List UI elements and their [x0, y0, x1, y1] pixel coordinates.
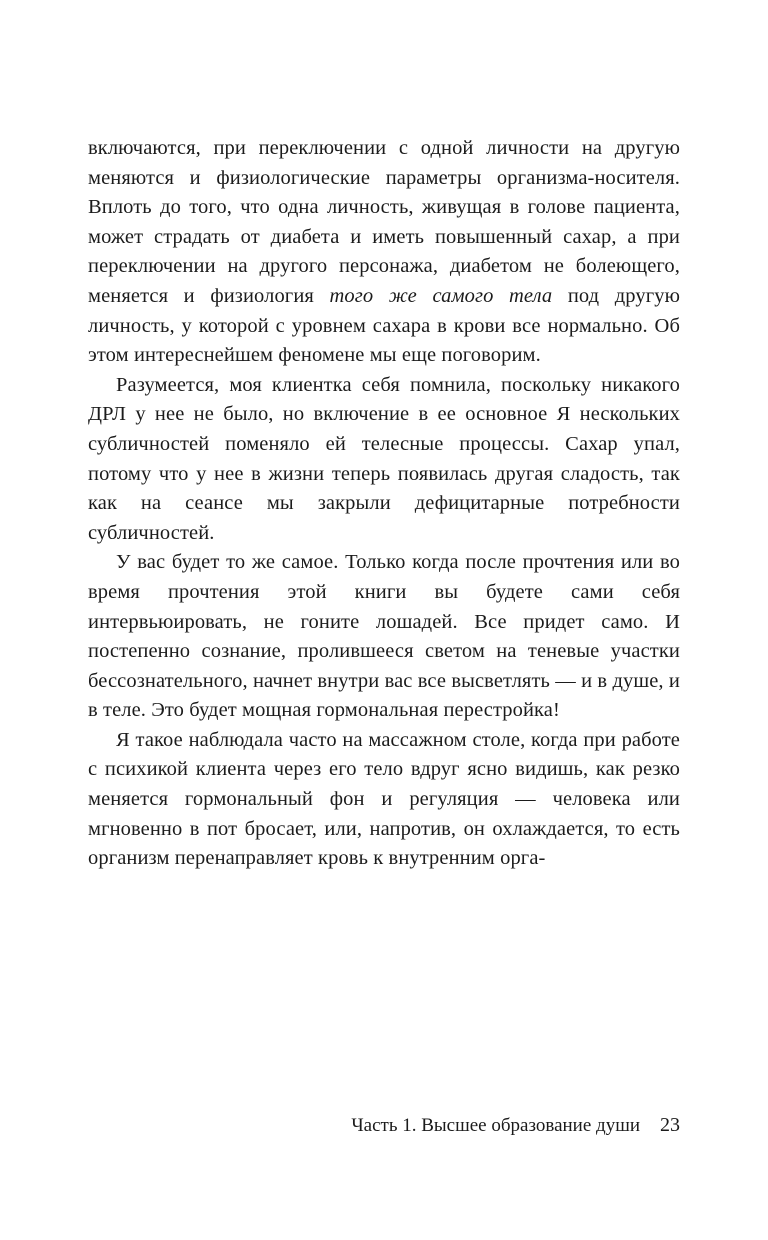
- paragraph: [88, 548, 680, 726]
- paragraph-text: Разумеется, моя клиентка себя помнила, поскольку никакого ДРЛ у нее не было, но включение в ее основное Я нескольких субличностей поменяло ей телесные процессы. Сахар упал, потому что у нее в жизни теперь появилась другая сладость, так как на сеансе мы закрыли дефицитарные потребности субличностей.: [88, 373, 680, 544]
- page-footer: [88, 1114, 680, 1137]
- page-number: 23: [660, 1114, 680, 1136]
- paragraph: [88, 726, 680, 874]
- paragraph-text: У вас будет то же самое. Только когда после прочтения или во время прочтения этой книги вы будете сами себя интервьюировать, не гоните лошадей. Все придет само. И постепенно сознание, пролившееся светом на теневые участки бессознательного, начнет внутри вас все высветлять — и в душе, и в теле. Это будет мощная гормональная перестройка!: [88, 551, 680, 722]
- paragraph-text: под другую личность, у которой с уровнем сахара в крови все нормально. Об этом интереснейшем феномене мы еще поговорим.: [88, 284, 680, 367]
- italic-phrase: того же самого тела: [329, 284, 553, 307]
- paragraph-text: Я такое наблюдала часто на массажном столе, когда при работе с психикой клиента через его тело вдруг ясно видишь, как резко меняется гормональный фон и регуляция — человека или мгновенно в пот бросает, или, напротив, он охлаждается, то есть организм перенаправляет кровь к внутренним орга-: [88, 728, 680, 870]
- running-title: Часть 1. Высшее образование души: [351, 1115, 640, 1136]
- paragraph: [88, 371, 680, 549]
- paragraph-text: включаются, при переключении с одной личности на другую меняются и физиологические параметры организма-носителя. Вплоть до того, что одна личность, живущая в голове пациента, может страдать от диабета и иметь повышенный сахар, а при переключении на другого персонажа, диабетом не болеющего, меняется и физиология: [88, 137, 680, 307]
- body-text: [88, 134, 680, 874]
- paragraph: [88, 134, 680, 371]
